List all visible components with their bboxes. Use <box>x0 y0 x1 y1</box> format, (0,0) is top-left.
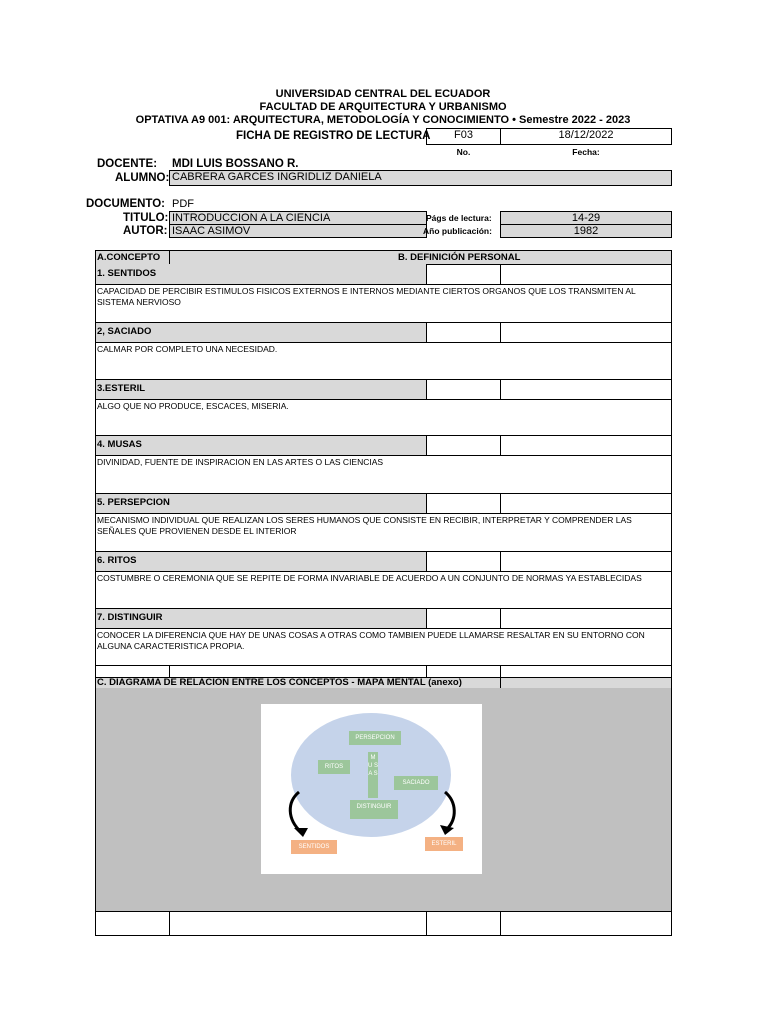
column-a-header: A.CONCEPTO <box>97 252 161 263</box>
mm-esteril: ESTERIL <box>425 837 463 851</box>
anio-field: 1982 <box>500 224 672 238</box>
concept-label-cell <box>96 379 426 400</box>
concept-definition: CAPACIDAD DE PERCIBIR ESTIMULOS FISICOS EXTERNOS E INTERNOS MEDIANTE CIERTOS ORGANOS QUE LOS TRANSMITEN AL SISTEMA NERVIOSO <box>97 286 636 307</box>
concept-label: 6. RITOS <box>97 555 137 566</box>
mind-map-image <box>261 704 482 874</box>
concept-label: 4. MUSAS <box>97 439 142 450</box>
concept-label: 1. SENTIDOS <box>97 268 157 279</box>
concept-definition: CONOCER LA DIFERENCIA QUE HAY DE UNAS COSAS A OTRAS COMO TAMBIEN PUEDE LLAMARSE RESALTAR EN SU ENTORNO CON ALGUNA CARACTERISTICA PROPIA. <box>97 630 645 651</box>
titulo-field: INTRODUCCION A LA CIENCIA <box>169 211 427 225</box>
mm-musas: M U S A S <box>368 752 378 798</box>
docente-value: MDI LUIS BOSSANO R. <box>172 158 299 170</box>
pags-field: 14-29 <box>500 211 672 225</box>
concept-definition: DIVINIDAD, FUENTE DE INSPIRACION EN LAS ARTES O LAS CIENCIAS <box>97 457 384 467</box>
pags-label: Págs de lectura: <box>426 213 492 223</box>
mm-sentidos: SENTIDOS <box>291 840 337 854</box>
section-c-title: C. DIAGRAMA DE RELACION ENTRE LOS CONCEPTOS - MAPA MENTAL (anexo) <box>97 677 462 688</box>
concept-label: 7. DISTINGUIR <box>97 612 163 623</box>
date-caption: Fecha: <box>572 147 600 157</box>
faculty-title: FACULTAD DE ARQUITECTURA Y URBANISMO <box>259 101 507 113</box>
column-b-header: B. DEFINICIÓN PERSONAL <box>398 252 521 263</box>
documento-label: DOCUMENTO: <box>86 198 166 210</box>
university-title: UNIVERSIDAD CENTRAL DEL ECUADOR <box>275 88 491 100</box>
concept-definition: CALMAR POR COMPLETO UNA NECESIDAD. <box>97 344 278 354</box>
anio-label: Año publicación: <box>423 226 492 236</box>
alumno-label: ALUMNO: <box>115 172 170 184</box>
form-number-field: F03 <box>426 128 501 145</box>
mm-saciado: SACIADO <box>394 776 438 790</box>
concept-label: 5. PERSEPCION <box>97 497 170 508</box>
concept-label: 3.ESTERIL <box>97 383 146 394</box>
form-date-field: 18/12/2022 <box>500 128 672 145</box>
concept-definition: MECANISMO INDIVIDUAL QUE REALIZAN LOS SERES HUMANOS QUE CONSISTE EN RECIBIR, INTERPRETAR Y COMPRENDER LAS SEÑALES QUE PROVIENEN DESDE EL INTERIOR <box>97 515 632 536</box>
number-caption: No. <box>456 147 471 157</box>
concept-definition: COSTUMBRE O CEREMONIA QUE SE REPITE DE FORMA INVARIABLE DE ACUERDO A UN CONJUNTO DE NORMAS YA ESTABLECIDAS <box>97 573 642 583</box>
autor-field: ISAAC ASIMOV <box>169 224 427 238</box>
mm-persepcion: PERSEPCION <box>349 731 401 745</box>
mm-ritos: RITOS <box>318 760 350 774</box>
concept-definition: ALGO QUE NO PRODUCE, ESCACES, MISERIA. <box>97 401 289 411</box>
table-header-row <box>96 251 671 265</box>
alumno-field: CABRERA GARCES INGRIDLIZ DANIELA <box>169 170 672 186</box>
autor-label: AUTOR: <box>123 225 168 237</box>
form-title: FICHA DE REGISTRO DE LECTURA <box>236 130 431 142</box>
concept-label-cell <box>96 551 426 572</box>
mm-distinguir: DISTINGUIR <box>350 800 398 819</box>
titulo-label: TITULO: <box>123 212 169 224</box>
arrow-right-icon <box>445 792 454 829</box>
concept-label: 2, SACIADO <box>97 326 152 337</box>
concept-label-cell <box>96 435 426 456</box>
documento-value: PDF <box>172 198 194 210</box>
course-title: OPTATIVA A9 001: ARQUITECTURA, METODOLOGÍA Y CONOCIMIENTO • Semestre 2022 - 2023 <box>135 114 631 126</box>
docente-label: DOCENTE: <box>97 158 158 170</box>
